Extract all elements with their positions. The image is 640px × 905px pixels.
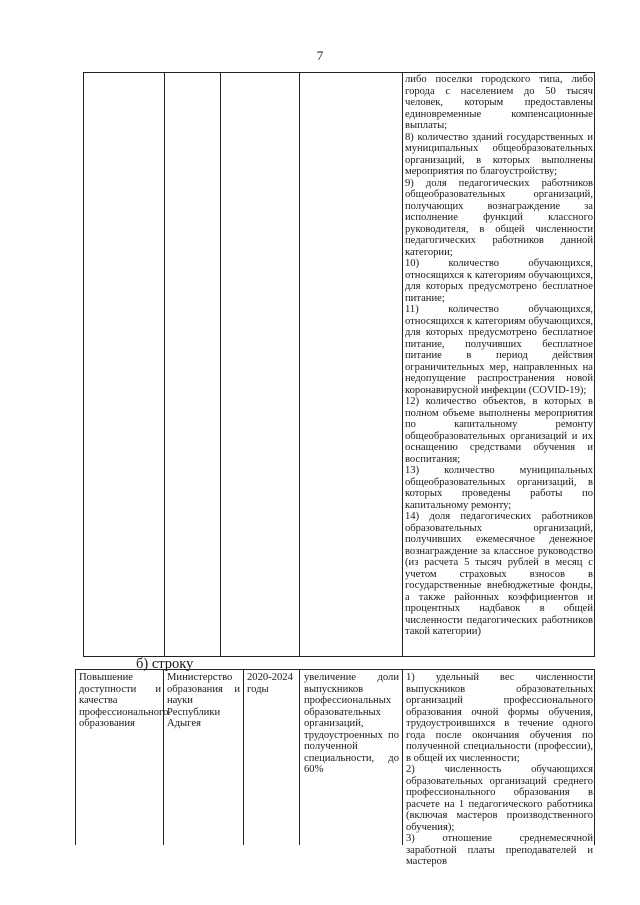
indicator-item: 8) количество зданий государственных и муниципальных общеобразовательных организаций, в которых выполнены мероприятия по благоустройству; [405,131,593,177]
indicators-cell [406,672,593,868]
task-name-cell: Повышение доступности и качества профессионального образования [79,672,169,729]
indicator-item: 14) доля педагогических работников образовательных организаций, получивших ежемесячное денежное вознаграждение за классное руководство (из расчета 5 тысяч рублей в месяц с учетом страховых взносов в государственные внебюджетные фонды, а также районных коэффициентов и процентных надбавок в общей численности педагогических работников такой категории) [405,511,593,637]
continuation-table [83,72,595,657]
indicator-item: либо поселки городского типа, либо города с населением до 50 тысяч человек, которым предоставлены единовременные компенсационные выплаты; [405,74,593,131]
indicator-item: 11) количество обучающихся, относящихся к категориям обучающихся, для которых предусмотрено бесплатное питание, получивших бесплатное питание в период действия ограничительных мер, направленных на недопущение распространения новой коронавирусной инфекции (COVID-19); [405,304,593,396]
column-divider [220,73,221,656]
indicator-item: 3) отношение среднемесячной заработной платы преподавателей и мастеров [406,833,593,867]
indicators-cell [405,74,593,638]
column-divider [163,670,164,845]
period-cell: 2020-2024 годы [247,672,293,695]
column-divider [164,73,165,656]
indicator-item: 2) численность обучающихся образовательных организаций среднего профессионального образования в расчете на 1 педагогического работника (включая мастеров производственного обучения); [406,764,593,833]
column-divider [299,670,300,845]
column-divider [402,73,403,656]
column-divider [299,73,300,656]
replacement-row-table [75,669,595,867]
column-divider [402,670,403,845]
indicator-item: 1) удельный вес численности выпускников образовательных организаций профессионального образования очной формы обучения, трудоустроившихся в течение одного года после окончания обучения по полученной специальности (профессии), в общей их численности; [406,672,593,764]
section-label: б) строку [136,656,194,672]
indicator-item: 10) количество обучающихся, относящихся к категориям обучающихся, для которых предусмотрено бесплатное питание; [405,258,593,304]
responsible-cell: Министерство образования и науки Республики Адыгея [167,672,240,729]
page-number: 7 [316,48,324,63]
column-divider [243,670,244,845]
result-cell: увеличение доли выпускников профессиональных образовательных организаций, трудоустроенных по полученной специальности, до 60% [304,672,399,775]
indicator-item: 9) доля педагогических работников общеобразовательных организаций, получающих вознаграждение за исполнение функций классного руководителя, в общей численности педагогических работников данной категории; [405,177,593,258]
indicator-item: 13) количество муниципальных общеобразовательных организаций, в которых проведены работы по капитальному ремонту; [405,465,593,511]
indicator-item: 12) количество объектов, в которых в полном объеме выполнены мероприятия по капитальному ремонту общеобразовательных организаций и их оснащению средствами обучения и воспитания; [405,396,593,465]
